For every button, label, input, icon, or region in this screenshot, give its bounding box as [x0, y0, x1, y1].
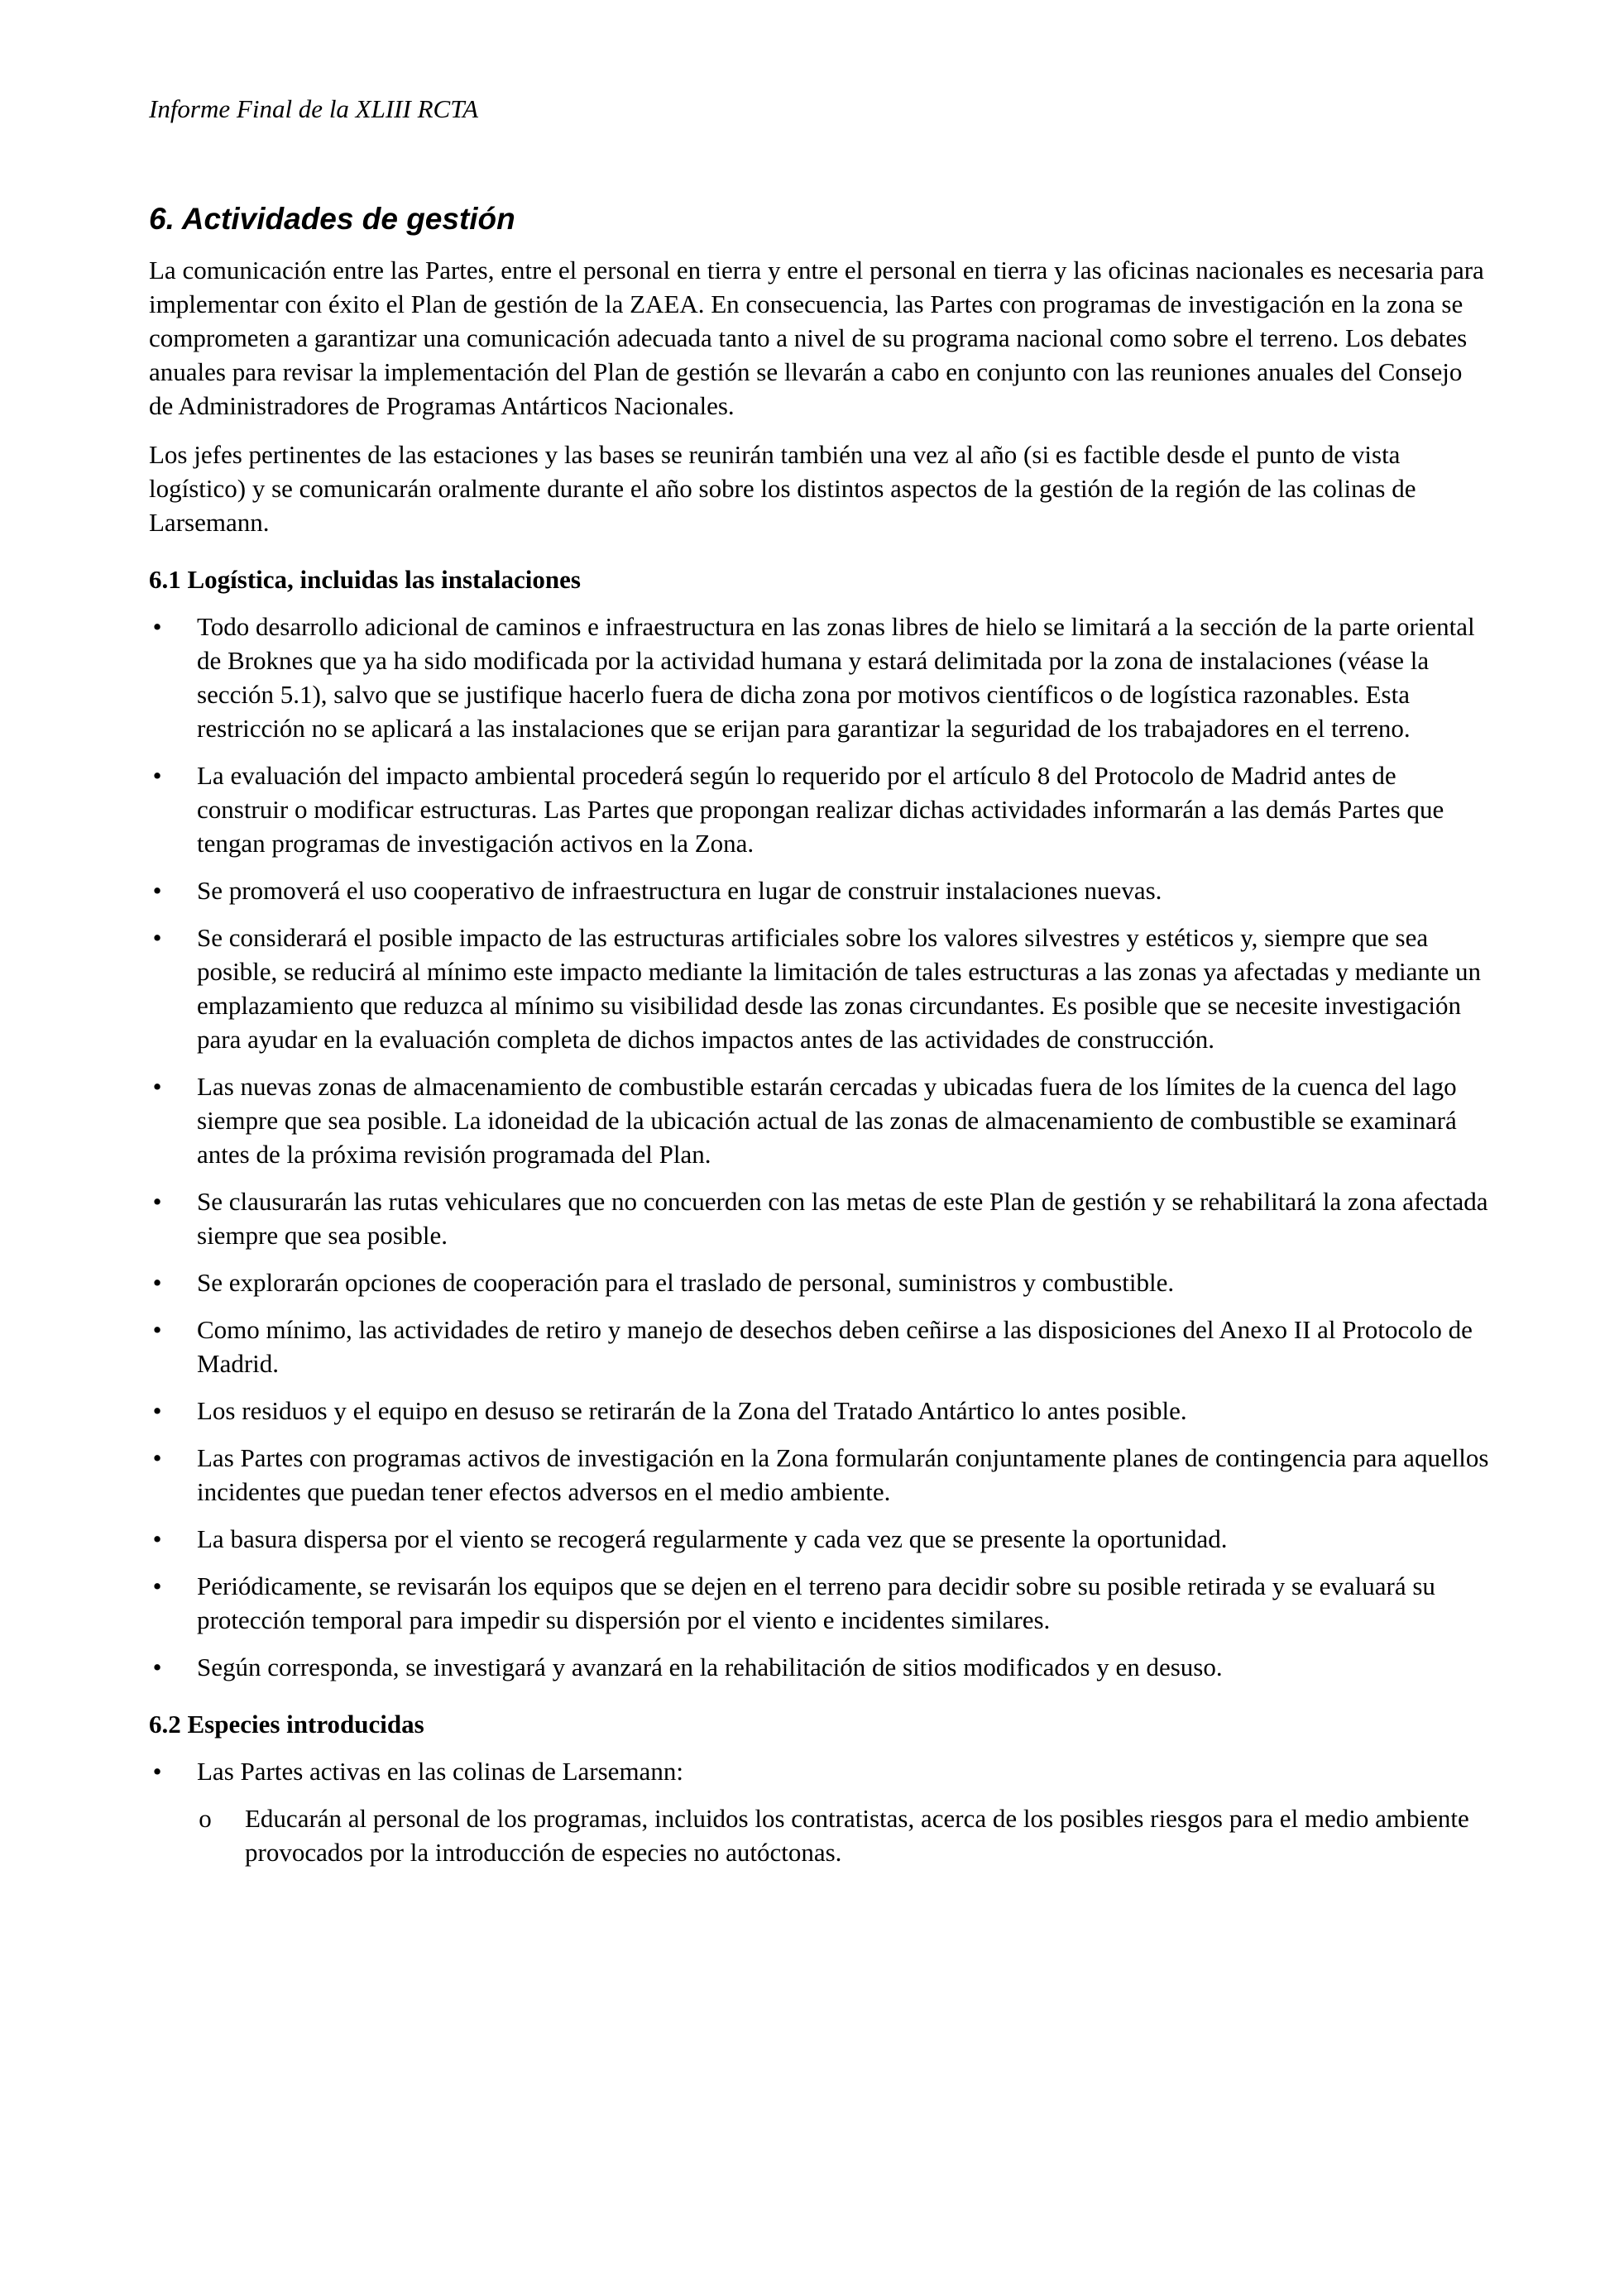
- bullet-icon: •: [152, 1315, 162, 1344]
- list-item: [149, 1441, 1489, 1509]
- list-item-text: Como mínimo, las actividades de retiro y manejo de desechos deben ceñirse a las disposiciones del Anexo II al Protocolo de Madrid.: [197, 1315, 1473, 1378]
- list-item-text: Según corresponda, se investigará y avanzará en la rehabilitación de sitios modificados y en desuso.: [197, 1653, 1223, 1681]
- list-item-text: La evaluación del impacto ambiental procederá según lo requerido por el artículo 8 del Protocolo de Madrid antes de construir o modificar estructuras. Las Partes que propongan realizar dichas actividades informarán a las demás Partes que tengan programas de investigación activos en la Zona.: [197, 761, 1444, 858]
- list-item-text: Las Partes activas en las colinas de Larsemann:: [197, 1757, 683, 1786]
- bullet-icon: •: [152, 1524, 162, 1553]
- list-item: [149, 921, 1489, 1056]
- bullet-icon: •: [152, 1653, 162, 1681]
- list-item: [149, 610, 1489, 745]
- sub-list-item-text: Educarán al personal de los programas, incluidos los contratistas, acerca de los posibles riesgos para el medio ambiente provocados por la introducción de especies no autóctonas.: [245, 1804, 1469, 1867]
- list-item: [149, 1394, 1489, 1428]
- list-item-text: Se promoverá el uso cooperativo de infraestructura en lugar de construir instalaciones nuevas.: [197, 876, 1162, 905]
- species-bullet-list: [149, 1754, 1489, 1869]
- bullet-icon: •: [152, 1443, 162, 1472]
- species-sub-bullet-list: [197, 1801, 1489, 1869]
- list-item-text: Periódicamente, se revisarán los equipos que se dejen en el terreno para decidir sobre su posible retirada y se evaluará su protección temporal para impedir su dispersión por el viento e incidentes similares.: [197, 1571, 1435, 1634]
- list-item: [149, 1313, 1489, 1380]
- list-item-text: La basura dispersa por el viento se recogerá regularmente y cada vez que se presente la oportunidad.: [197, 1524, 1228, 1553]
- list-item-text: Los residuos y el equipo en desuso se retirarán de la Zona del Tratado Antártico lo antes posible.: [197, 1396, 1187, 1425]
- bullet-icon: •: [152, 923, 162, 952]
- bullet-icon: •: [152, 1757, 162, 1786]
- bullet-icon: •: [152, 1268, 162, 1297]
- bullet-icon: •: [152, 876, 162, 905]
- list-item-text: Todo desarrollo adicional de caminos e infraestructura en las zonas libres de hielo se limitará a la sección de la parte oriental de Broknes que ya ha sido modificada por la actividad humana y estará delimitada por la zona de instalaciones (véase la sección 5.1), salvo que se justifique hacerlo fuera de dicha zona por motivos científicos o de logística razonables. Esta restricción no se aplicará a las instalaciones que se erijan para garantizar la seguridad de los trabajadores en el terreno.: [197, 612, 1475, 743]
- list-item-text: Se considerará el posible impacto de las estructuras artificiales sobre los valores silvestres y estéticos y, siempre que sea posible, se reducirá al mínimo este impacto mediante la limitación de tales estructuras a las zonas ya afectadas y mediante un emplazamiento que reduzca al mínimo su visibilidad desde las zonas circundantes. Es posible que se necesite investigación para ayudar en la evaluación completa de dichos impactos antes de las actividades de construcción.: [197, 923, 1482, 1054]
- paragraph-communication: La comunicación entre las Partes, entre el personal en tierra y entre el personal en tierra y las oficinas nacionales es necesaria para implementar con éxito el Plan de gestión de la ZAEA. En consecuencia, las Partes con programas de investigación en la zona se comprometen a garantizar una comunicación adecuada tanto a nivel de su programa nacional como sobre el terreno. Los debates anuales para revisar la implementación del Plan de gestión se llevarán a cabo en conjunto con las reuniones anuales del Consejo de Administradores de Programas Antárticos Nacionales.: [149, 256, 1484, 420]
- list-item: [149, 1069, 1489, 1171]
- bullet-icon: •: [152, 1571, 162, 1600]
- bullet-icon: •: [152, 761, 162, 790]
- hollow-bullet-icon: o: [199, 1804, 212, 1833]
- running-header: Informe Final de la XLIII RCTA: [149, 94, 479, 123]
- list-item: [149, 1265, 1489, 1299]
- subsection-heading-logistics: 6.1 Logística, incluidas las instalaciones: [149, 565, 581, 594]
- list-item: [149, 758, 1489, 860]
- list-item-text: Las nuevas zonas de almacenamiento de combustible estarán cercadas y ubicadas fuera de los límites de la cuenca del lago siempre que sea posible. La idoneidad de la ubicación actual de las zonas de almacenamiento de combustible se examinará antes de la próxima revisión programada del Plan.: [197, 1072, 1457, 1169]
- list-item: [149, 1569, 1489, 1637]
- bullet-icon: •: [152, 1187, 162, 1216]
- document-page: [149, 93, 1489, 1882]
- list-item: [149, 1754, 1489, 1869]
- list-item-text: Se explorarán opciones de cooperación para el traslado de personal, suministros y combustible.: [197, 1268, 1175, 1297]
- logistics-bullet-list: [149, 610, 1489, 1684]
- bullet-icon: •: [152, 1072, 162, 1101]
- bullet-icon: •: [152, 1396, 162, 1425]
- list-item-text: Las Partes con programas activos de investigación en la Zona formularán conjuntamente planes de contingencia para aquellos incidentes que puedan tener efectos adversos en el medio ambiente.: [197, 1443, 1489, 1506]
- list-item: [149, 1184, 1489, 1252]
- list-item: [149, 1650, 1489, 1684]
- subsection-heading-introduced-species: 6.2 Especies introducidas: [149, 1710, 424, 1739]
- list-item: [149, 873, 1489, 907]
- list-item: [149, 1522, 1489, 1556]
- paragraph-station-leaders: Los jefes pertinentes de las estaciones y las bases se reunirán también una vez al año (si es factible desde el punto de vista logístico) y se comunicarán oralmente durante el año sobre los distintos aspectos de la gestión de la región de las colinas de Larsemann.: [149, 440, 1416, 537]
- sub-list-item: [197, 1801, 1489, 1869]
- bullet-icon: •: [152, 612, 162, 641]
- section-title: 6. Actividades de gestión: [149, 202, 515, 236]
- list-item-text: Se clausurarán las rutas vehiculares que no concuerden con las metas de este Plan de gestión y se rehabilitará la zona afectada siempre que sea posible.: [197, 1187, 1488, 1250]
